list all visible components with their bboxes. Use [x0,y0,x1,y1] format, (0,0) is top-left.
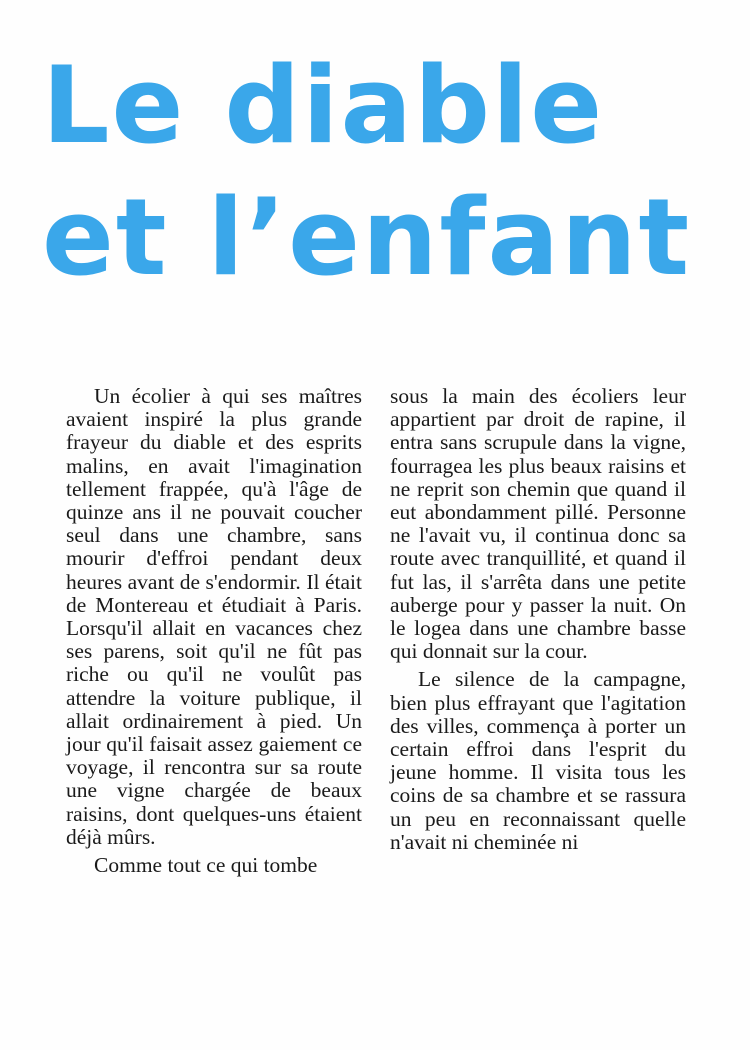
article-title [42,40,722,304]
title-line-1: Le diable [42,44,605,167]
paragraph: sous la main des écoliers leur appartient par droit de rapine, il entra sans scrupule dans la vigne, fourragea les plus beaux raisins et ne reprit son chemin que quand il eut abondamment pillé. Personne ne l'avait vu, il continua donc sa route avec tranquillité, et quand il fut las, il s'arrêta dans une petite auberge pour y passer la nuit. On le logea dans une chambre basse qui donnait sur la cour. [390,384,686,664]
paragraph: Le silence de la campagne, bien plus effrayant que l'agitation des villes, commença à porter un certain effroi dans l'esprit du jeune homme. Il visita tous les coins de sa chambre et se rassura un peu en reconnaissant quelle n'avait ni cheminée ni [390,667,686,854]
left-text-column [66,385,362,877]
paragraph: Comme tout ce qui tombe [94,853,318,878]
title-line-2: et l’enfant [42,176,692,299]
paragraph: Un écolier à qui ses maîtres avaient inspiré la plus grande frayeur du diable et des esprits malins, en avait l'imagination tellement frappée, qu'à l'âge de quinze ans il ne pouvait coucher seul dans une chambre, sans mourir d'effroi pendant deux heures avant de s'endormir. Il était de Montereau et étudiait à Paris. Lorsqu'il allait en vacances chez ses parens, soit qu'il ne fût pas riche ou qu'il ne voulût pas attendre la voiture publique, il allait ordinairement à pied. Un jour qu'il faisait assez gaiement ce voyage, il rencontra sur sa route une vigne chargée de beaux raisins, dont quelques-uns étaient déjà mûrs. [66,384,362,849]
right-text-column [390,385,686,854]
